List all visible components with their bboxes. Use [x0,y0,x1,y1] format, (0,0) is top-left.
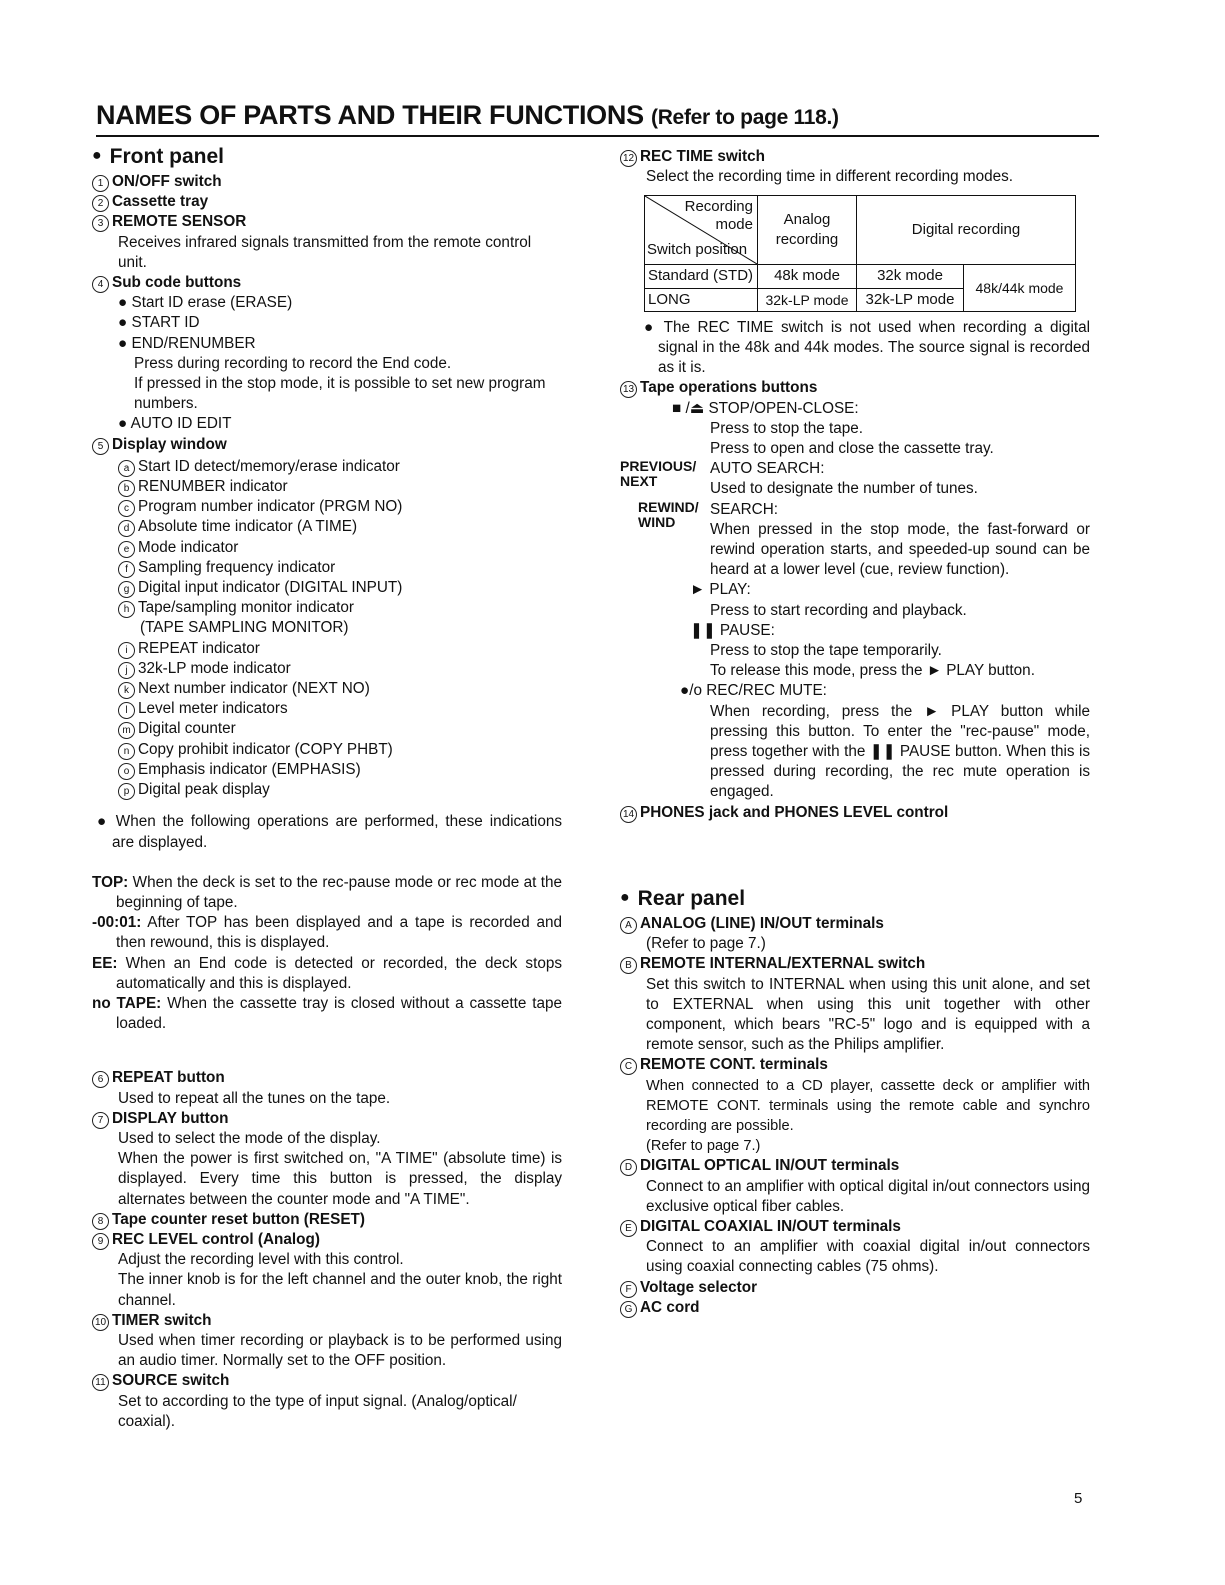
display-item-marker: i [118,642,135,659]
rear-item-b-desc: Set this switch to INTERNAL when using this unit alone, and set to EXTERNAL when using this unit together with other component, which bears "RC-5" logo and is equipped with a remote sensor, such as the Philips amplifier. [646,975,1090,1054]
display-item [118,477,562,497]
rear-item-e-desc: Connect to an amplifier with coaxial digital in/out connectors using coaxial connecting cables (75 ohms). [646,1238,1090,1276]
display-item-marker: h [118,601,135,618]
rear-item-a: A ANALOG (LINE) IN/OUT terminals [620,914,1090,934]
item-10-desc: Used when timer recording or playback is to be performed using an audio timer. Normally set to the OFF position. [118,1331,562,1370]
display-item [118,760,562,780]
display-item-marker: d [118,520,135,537]
display-item [118,618,562,638]
rear-panel-heading: ● Rear panel [620,886,746,910]
display-item [118,699,562,719]
item-11: 11 SOURCE switch [92,1371,562,1391]
display-item [118,598,562,618]
display-item [118,457,562,477]
minus-0001-indication: -00:01: After TOP has been displayed and a tape is recorded and then rewound, this is displayed. [92,914,562,952]
display-item [118,639,562,659]
title-rule [96,135,1099,137]
rear-item-d: D DIGITAL OPTICAL IN/OUT terminals [620,1156,1090,1176]
rec-time-note: ● The REC TIME switch is not used when recording a digital signal in the 48k and 44k modes. The source signal is recorded as it is. [644,318,1090,377]
display-item-marker: j [118,662,135,679]
left-column [92,141,562,1432]
item-5: 5 Display window [92,435,562,455]
item-9-desc: Adjust the recording level with this control. The inner knob is for the left channel and the outer knob, the right channel. [118,1251,562,1309]
display-item-marker: e [118,541,135,558]
item-9: 9 REC LEVEL control (Analog) [92,1230,562,1250]
list-item: ● START ID [118,314,200,332]
item-10: 10 TIMER switch [92,1311,562,1331]
top-indication: TOP: When the deck is set to the rec-pause mode or rec mode at the beginning of tape. [92,873,563,911]
display-item-marker: n [118,743,135,760]
display-item-marker: p [118,783,135,800]
display-item-text: Sampling frequency indicator [138,558,336,576]
display-item-text: RENUMBER indicator [138,478,288,496]
rec-time-table [644,195,1076,311]
table-cell: 48k mode [758,265,857,288]
page-title: NAMES OF PARTS AND THEIR FUNCTIONS (Refer to page 118.) [96,100,839,130]
table-header-digital: Digital recording [857,196,1076,265]
item-3: 3 REMOTE SENSOR [92,212,562,232]
end-renumber-desc: Press during recording to record the End code. If pressed in the stop mode, it is possible to set new program numbers. [134,354,546,413]
display-item-text: Digital input indicator (DIGITAL INPUT) [138,579,403,597]
item-3-desc: Receives infrared signals transmitted from the remote control unit. [118,233,532,271]
play-label: ► PLAY: [690,581,751,599]
display-item [118,578,562,598]
display-item-text: Level meter indicators [138,700,288,718]
page-subtitle: (Refer to page 118.) [651,106,839,129]
list-item: ● AUTO ID EDIT [118,415,232,433]
list-item: ● Start ID erase (ERASE) [118,294,293,312]
stop-open-close: ■ /⏏ STOP/OPEN-CLOSE: [672,399,859,417]
display-item-marker: o [118,763,135,780]
table-cell: 48k/44k mode [964,265,1076,311]
display-item [118,780,562,800]
display-item-marker: b [118,480,135,497]
display-item-text: Start ID detect/memory/erase indicator [138,457,400,475]
front-panel-heading: ● Front panel [92,145,225,168]
table-corner-cell: Recording mode Switch position [645,196,758,265]
table-cell: Standard (STD) [645,265,758,288]
item-14: 14 PHONES jack and PHONES LEVEL control [620,803,1090,823]
display-item-text: REPEAT indicator [138,639,260,657]
display-item-marker: m [118,722,135,739]
item-7: 7 DISPLAY button [92,1109,562,1129]
display-item-text: Program number indicator (PRGM NO) [138,498,403,516]
rec-label: ●/o REC/REC MUTE: [680,682,827,700]
item-8: 8 Tape counter reset button (RESET) [92,1210,562,1230]
item-4: 4 Sub code buttons [92,273,562,293]
display-item-marker: f [118,561,135,578]
display-item-marker: a [118,460,135,477]
stop-desc: Press to stop the tape. Press to open and close the cassette tray. [710,419,994,458]
display-item-text: (TAPE SAMPLING MONITOR) [140,619,349,637]
table-cell: LONG [645,288,758,311]
item-6: 6 REPEAT button [92,1068,562,1088]
display-item-marker: k [118,682,135,699]
table-header-analog: Analog recording [758,196,857,265]
table-cell: 32k mode [857,265,964,288]
display-item [118,538,562,558]
display-item [118,679,562,699]
display-item-marker: l [118,702,135,719]
sub-code-list [92,293,562,434]
display-item [118,517,562,537]
display-item-text: Emphasis indicator (EMPHASIS) [138,760,361,778]
rear-item-d-desc: Connect to an amplifier with optical digital in/out connectors using exclusive optical fiber cables. [646,1177,1090,1215]
display-item [118,558,562,578]
display-item-text: Digital peak display [138,781,270,799]
display-items [92,457,562,800]
display-item [118,719,562,739]
rewind-wind: REWIND/ WIND SEARCH: When pressed in the stop mode, the fast-forward or rewind operation starts, and speeded-up sound can be heard at a lower level (cue, review function). [638,498,1090,579]
item-1: 1 ON/OFF switch [92,172,562,192]
table-cell: 32k-LP mode [758,288,857,311]
display-item [118,740,562,760]
rear-item-b: B REMOTE INTERNAL/EXTERNAL switch [620,954,1090,974]
display-item-text: Copy prohibit indicator (COPY PHBT) [138,740,393,758]
display-item-text: Mode indicator [138,538,239,556]
rear-item-c-desc: When connected to a CD player, cassette deck or amplifier with REMOTE CONT. terminals using the remote cable and synchro recording are possible. (Refer to page 7.) [646,1077,1090,1155]
right-column [620,147,1090,1318]
ee-indication: EE: When an End code is detected or recorded, the deck stops automatically and this is displayed. [92,954,562,992]
item-12-desc: Select the recording time in different recording modes. [646,168,1014,186]
item-11-desc: Set to according to the type of input signal. (Analog/optical/ coaxial). [118,1392,517,1430]
display-item-text: 32k-LP mode indicator [138,659,291,677]
rec-desc: When recording, press the ► PLAY button while pressing this button. To enter the "rec-pause" mode, press together with the ❚❚ PAUSE button. When this is pressed during recording, the rec mute operation is engaged. [710,702,1090,801]
item-12: 12 REC TIME switch [620,147,1090,167]
display-item [118,659,562,679]
page-number: 5 [1074,1490,1083,1507]
notape-indication: no TAPE: When the cassette tray is closed without a cassette tape loaded. [92,994,562,1033]
rear-item-a-desc: (Refer to page 7.) [646,935,766,953]
list-item: ● END/RENUMBER [118,334,256,352]
display-item-marker: c [118,500,135,517]
item-2: 2 Cassette tray [92,192,562,212]
display-item-text: Digital counter [138,720,236,738]
item-7-desc: Used to select the mode of the display. When the power is first switched on, "A TIME" (absolute time) is displayed. Every time this button is pressed, the display alternates between the counter mode and "A TIME". [118,1129,562,1208]
display-item-text: Next number indicator (NEXT NO) [138,680,370,698]
prev-next: PREVIOUS/ NEXT AUTO SEARCH: Used to designate the number of tunes. [620,458,978,498]
rear-item-e: E DIGITAL COAXIAL IN/OUT terminals [620,1217,1090,1237]
pause-label: ❚❚ PAUSE: [690,621,775,639]
item-13: 13 Tape operations buttons [620,378,1090,398]
play-desc: Press to start recording and playback. [710,601,967,619]
rear-item-f: F Voltage selector [620,1278,1090,1298]
display-item-text: Absolute time indicator (A TIME) [138,518,358,536]
ops-note: ● When the following operations are performed, these indications are displayed. [97,813,562,851]
display-item-text: Tape/sampling monitor indicator [138,599,354,617]
display-item-marker: g [118,581,135,598]
item-6-desc: Used to repeat all the tunes on the tape. [118,1089,391,1107]
rear-item-c: C REMOTE CONT. terminals [620,1055,1090,1075]
pause-desc: Press to stop the tape temporarily. To release this mode, press the ► PLAY button. [710,642,1035,680]
rear-item-g: G AC cord [620,1298,1090,1318]
table-cell: 32k-LP mode [857,288,964,311]
display-item [118,497,562,517]
